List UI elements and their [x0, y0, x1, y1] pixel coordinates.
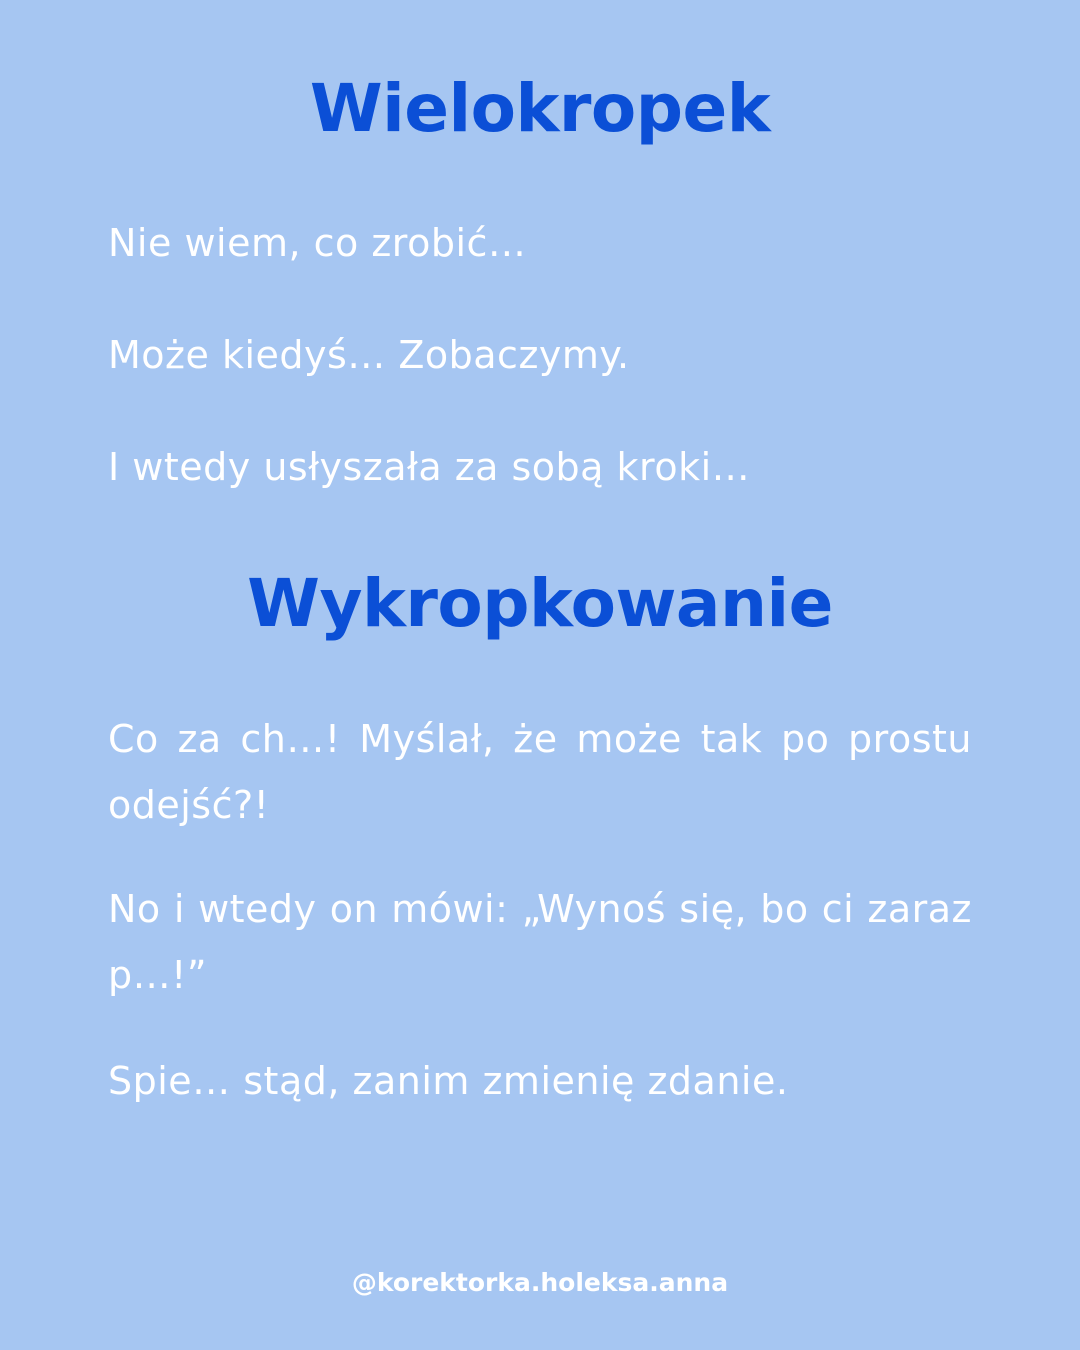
example-line: Nie wiem, co zrobić…: [108, 221, 527, 265]
example-line: I wtedy usłyszała za sobą kroki…: [108, 445, 751, 489]
example-line: Spie… stąd, zanim zmienię zdanie.: [108, 1059, 789, 1103]
heading-wielokropek: Wielokropek: [309, 70, 771, 147]
example-line: No i wtedy on mówi: „Wynoś się, bo ci zaraz p…!”: [108, 887, 972, 997]
heading-wykropkowanie: Wykropkowanie: [247, 565, 833, 642]
example-line: Co za ch…! Myślał, że może tak po prostu odejść?!: [108, 717, 972, 827]
example-line: Może kiedyś… Zobaczymy.: [108, 333, 630, 377]
author-handle: @korektorka.holeksa.anna: [351, 1268, 729, 1297]
